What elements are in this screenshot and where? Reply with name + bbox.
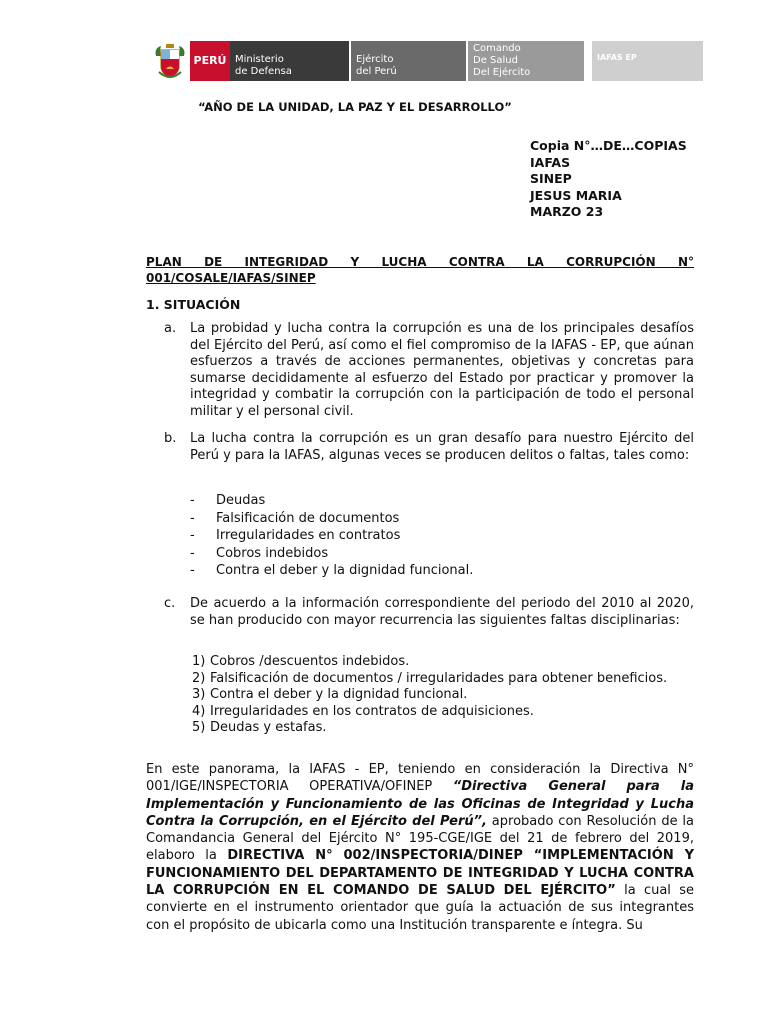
closing-text-1: En este panorama, la IAFAS - EP, teniendo en consideración la Directiva N° 001/IGE/INSPECTORIA OPERATIVA/OFINEP	[146, 762, 694, 795]
closing-text-2: aprobado con Resolución de la Comandancia General del Ejército N° 195-CGE/IGE del 21 de febrero del 2019, elaboro la	[146, 813, 694, 864]
closing-text-3: la cual se convierte en el instrumento orientador que guía la actuación de sus integrantes con el propósito de ubicarla como una Institución transparente e íntegra. Su	[146, 883, 694, 933]
list-item: - Cobros indebidos	[190, 545, 329, 561]
list-item: 1) Cobros /descuentos indebidos.	[192, 654, 410, 669]
copy-info-block	[530, 138, 687, 221]
peru-coat-of-arms-icon	[152, 41, 188, 81]
comando-line-1: Comando	[473, 43, 521, 54]
peru-label: PERÚ	[190, 41, 230, 81]
copy-place: JESUS MARIA	[530, 187, 622, 203]
paragraph-a-text: La probidad y lucha contra la corrupción es una de los principales desafíos del Ejército del Perú, así como el fiel compromiso de la IAFAS - EP, que aúnan esfuerzos a través de acciones permanentes, objetivas y concretas para sumarse decididamente al esfuerzo del Estado por practicar y promover la integridad y combatir la corrupción con la participación de todo el personal militar y el personal civil.	[190, 321, 694, 419]
paragraph-c	[164, 596, 694, 629]
paragraph-b-label: b.	[164, 431, 177, 446]
paragraph-b-text: La lucha contra la corrupción es un gran desafío para nuestro Ejército del Perú y para la IAFAS, algunas veces se producen delitos o faltas, tales como:	[190, 431, 694, 463]
paragraph-b	[164, 431, 694, 464]
comando-block	[468, 41, 584, 81]
disciplinary-faults-list	[192, 654, 694, 737]
comando-line-3: Del Ejército	[473, 67, 531, 78]
copy-unit: SINEP	[530, 171, 572, 186]
list-item: 2) Falsificación de documentos / irregularidades para obtener beneficios.	[192, 670, 668, 686]
comando-line-2: De Salud	[473, 55, 518, 66]
institutional-header	[152, 41, 703, 81]
ejercito-line-2: del Perú	[356, 66, 397, 77]
directive-name: DIRECTIVA N° 002/INSPECTORIA/DINEP “IMPLEMENTACIÓN Y FUNCIONAMIENTO DEL DEPARTAMENTO DE INTEGRIDAD Y LUCHA CONTRA LA CORRUPCIÓN EN EL COMANDO DE SALUD DEL EJÉRCITO”	[146, 848, 694, 899]
ministerio-block	[230, 41, 349, 81]
ministerio-line-1: Ministerio	[235, 54, 284, 65]
list-item: 5) Deudas y estafas.	[192, 720, 327, 735]
section-heading: 1. SITUACIÓN	[146, 297, 241, 312]
ministerio-line-2: de Defensa	[235, 66, 292, 77]
plan-title	[146, 254, 694, 286]
copy-number: Copia N°…DE…COPIAS	[530, 138, 687, 153]
list-item: 3) Contra el deber y la dignidad funcional.	[192, 687, 468, 702]
closing-paragraph	[146, 761, 694, 934]
directive-title: “Directiva General para la Implementación y Funcionamiento de las Oficinas de Integridad y Lucha Contra la Corrupción, en el Ejército del Perú”,	[146, 779, 694, 829]
offense-list	[190, 492, 473, 580]
paragraph-a	[164, 321, 694, 420]
plan-title-line-1: PLAN DE INTEGRIDAD Y LUCHA CONTRA LA CORRUPCIÓN N°	[146, 255, 694, 269]
plan-title-line-2: 001/COSALE/IAFAS/SINEP	[146, 271, 316, 285]
iafas-block: IAFAS EP	[592, 41, 703, 81]
paragraph-c-text: De acuerdo a la información correspondiente del periodo del 2010 al 2020, se han producido con mayor recurrencia las siguientes faltas disciplinarias:	[190, 596, 694, 628]
copy-date: MARZO 23	[530, 204, 604, 219]
list-item: 4) Irregularidades en los contratos de adquisiciones.	[192, 703, 534, 719]
paragraph-a-label: a.	[164, 321, 177, 336]
list-item: - Deudas	[190, 493, 266, 508]
ejercito-line-1: Ejército	[356, 54, 394, 65]
paragraph-c-label: c.	[164, 596, 176, 611]
list-item: - Contra el deber y la dignidad funcional.	[190, 563, 474, 579]
copy-org: IAFAS	[530, 154, 571, 170]
year-motto: “AÑO DE LA UNIDAD, LA PAZ Y EL DESARROLLO”	[198, 100, 512, 114]
list-item: - Irregularidades en contratos	[190, 528, 401, 544]
ejercito-block	[351, 41, 466, 81]
list-item: - Falsificación de documentos	[190, 510, 400, 526]
